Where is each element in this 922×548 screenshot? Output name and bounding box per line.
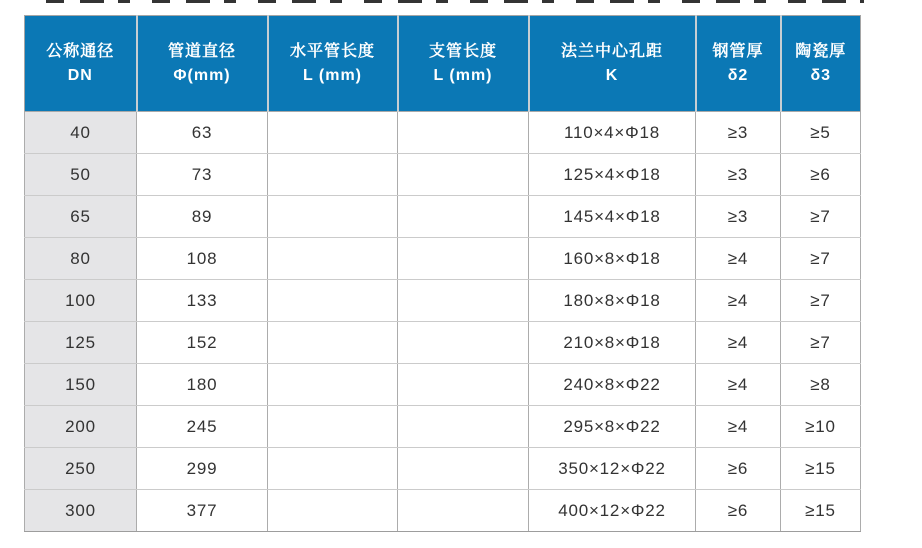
data-cell: ≥4 <box>696 280 781 322</box>
column-header-line1: 公称通径 <box>46 42 115 60</box>
data-cell: ≥4 <box>696 322 781 364</box>
column-header-1 <box>25 16 137 112</box>
data-cell <box>398 154 529 196</box>
column-header-line2: Φ(mm) <box>173 66 231 84</box>
row-label-cell: 125 <box>25 322 137 364</box>
column-header-7 <box>781 16 861 112</box>
data-cell: ≥7 <box>781 196 861 238</box>
data-cell: ≥6 <box>696 448 781 490</box>
data-cell: ≥7 <box>781 322 861 364</box>
header-row <box>25 16 861 112</box>
data-cell: ≥3 <box>696 196 781 238</box>
row-label-cell: 150 <box>25 364 137 406</box>
row-label-cell: 40 <box>25 112 137 154</box>
data-cell: 145×4×Φ18 <box>529 196 696 238</box>
data-cell: 240×8×Φ22 <box>529 364 696 406</box>
column-header-line2: DN <box>67 66 93 84</box>
column-header-line1: 支管长度 <box>428 42 497 60</box>
data-cell <box>398 364 529 406</box>
table-row <box>25 448 861 490</box>
data-cell: 63 <box>137 112 268 154</box>
table-row <box>25 364 861 406</box>
data-cell <box>268 280 398 322</box>
data-cell <box>268 112 398 154</box>
data-cell <box>268 490 398 532</box>
column-header-line2: L (mm) <box>302 66 363 84</box>
column-header-line1: 管道直径 <box>167 42 236 60</box>
data-cell <box>398 322 529 364</box>
column-header-4 <box>398 16 529 112</box>
data-cell: ≥10 <box>781 406 861 448</box>
data-cell: 125×4×Φ18 <box>529 154 696 196</box>
table-row <box>25 238 861 280</box>
data-cell: ≥15 <box>781 490 861 532</box>
row-label-cell: 200 <box>25 406 137 448</box>
data-cell: 210×8×Φ18 <box>529 322 696 364</box>
column-header-line2: K <box>605 66 619 84</box>
data-cell: 180 <box>137 364 268 406</box>
data-cell <box>268 406 398 448</box>
data-cell <box>268 238 398 280</box>
table-row <box>25 154 861 196</box>
data-cell <box>398 112 529 154</box>
data-cell: ≥7 <box>781 238 861 280</box>
table-row <box>25 112 861 154</box>
column-header-3 <box>268 16 398 112</box>
data-cell: ≥3 <box>696 154 781 196</box>
data-cell: 295×8×Φ22 <box>529 406 696 448</box>
data-cell <box>398 490 529 532</box>
data-cell: 180×8×Φ18 <box>529 280 696 322</box>
data-cell: 245 <box>137 406 268 448</box>
data-cell <box>268 154 398 196</box>
data-cell: ≥3 <box>696 112 781 154</box>
column-header-line2: δ3 <box>810 66 832 84</box>
data-cell: ≥4 <box>696 406 781 448</box>
column-header-line2: L (mm) <box>433 66 493 84</box>
data-cell <box>268 322 398 364</box>
table-row <box>25 490 861 532</box>
pipe-spec-table <box>24 15 861 532</box>
row-label-cell: 50 <box>25 154 137 196</box>
data-cell: ≥8 <box>781 364 861 406</box>
table-body <box>25 112 861 532</box>
cropped-top-text-fragments <box>46 0 864 3</box>
data-cell <box>398 280 529 322</box>
column-header-6 <box>696 16 781 112</box>
data-cell <box>268 448 398 490</box>
column-header-line1: 钢管厚 <box>712 42 764 60</box>
column-header-5 <box>529 16 696 112</box>
column-header-line1: 陶瓷厚 <box>795 42 847 60</box>
column-header-line1: 法兰中心孔距 <box>560 42 663 60</box>
data-cell: 350×12×Φ22 <box>529 448 696 490</box>
table-header <box>25 16 861 112</box>
data-cell: ≥6 <box>781 154 861 196</box>
data-cell: 133 <box>137 280 268 322</box>
data-cell: 73 <box>137 154 268 196</box>
data-cell: ≥4 <box>696 364 781 406</box>
data-cell: ≥4 <box>696 238 781 280</box>
table-row <box>25 322 861 364</box>
data-cell <box>398 238 529 280</box>
row-label-cell: 100 <box>25 280 137 322</box>
column-header-line2: δ2 <box>727 66 749 84</box>
data-cell: 108 <box>137 238 268 280</box>
data-cell: 160×8×Φ18 <box>529 238 696 280</box>
row-label-cell: 250 <box>25 448 137 490</box>
data-cell: 110×4×Φ18 <box>529 112 696 154</box>
data-cell: ≥7 <box>781 280 861 322</box>
data-cell: 299 <box>137 448 268 490</box>
data-cell <box>398 196 529 238</box>
row-label-cell: 65 <box>25 196 137 238</box>
data-cell <box>268 364 398 406</box>
data-cell <box>268 196 398 238</box>
data-cell <box>398 406 529 448</box>
column-header-2 <box>137 16 268 112</box>
table-row <box>25 280 861 322</box>
row-label-cell: 300 <box>25 490 137 532</box>
table-row <box>25 196 861 238</box>
column-header-line1: 水平管长度 <box>289 42 375 60</box>
row-label-cell: 80 <box>25 238 137 280</box>
data-cell: ≥6 <box>696 490 781 532</box>
data-cell: 400×12×Φ22 <box>529 490 696 532</box>
table-row <box>25 406 861 448</box>
data-cell: 377 <box>137 490 268 532</box>
data-cell: ≥15 <box>781 448 861 490</box>
data-cell: 152 <box>137 322 268 364</box>
data-cell: 89 <box>137 196 268 238</box>
data-cell: ≥5 <box>781 112 861 154</box>
data-cell <box>398 448 529 490</box>
